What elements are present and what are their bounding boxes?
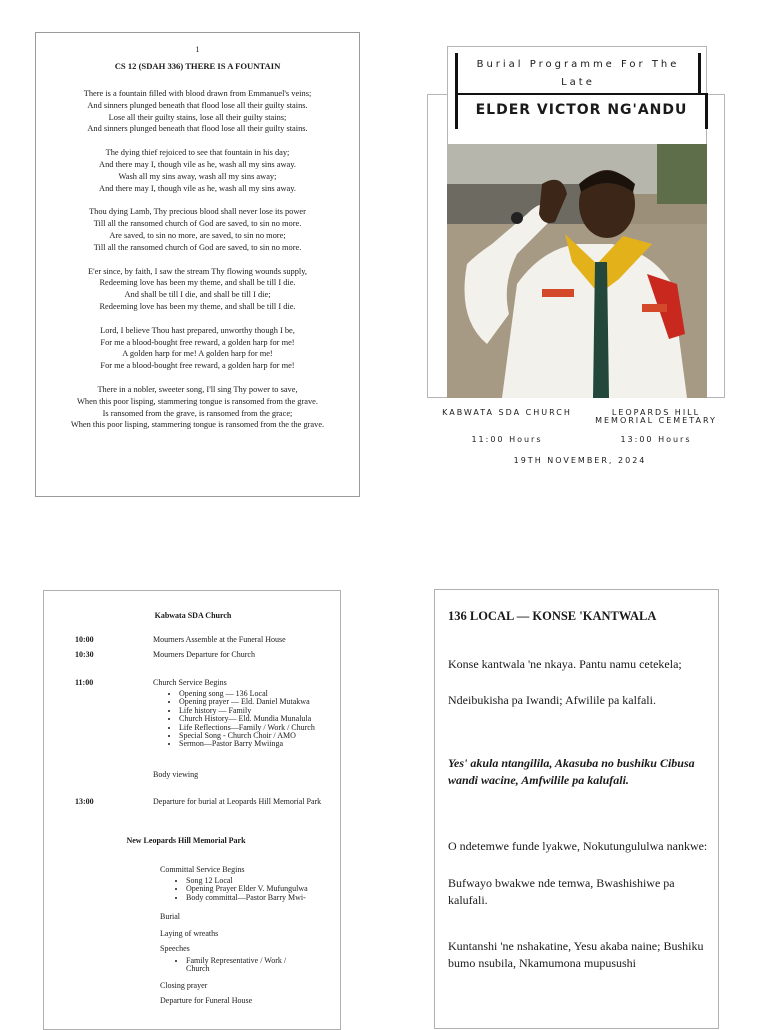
closing-prayer: Closing prayer: [160, 981, 208, 990]
verse-line: Redeeming love has been my theme, and shall be till I die.: [99, 301, 296, 311]
programme-item: Departure for burial at Leopards Hill Memorial Park: [153, 797, 322, 806]
hymn-verse: [36, 266, 359, 313]
hymn-verse: [36, 88, 359, 135]
venue2-time: 13:00 Hours: [620, 435, 692, 444]
verse-line: And shall be till I die, and shall be till I die;: [124, 290, 271, 300]
service-item: • Life history — Family: [179, 707, 333, 715]
burial: Burial: [160, 912, 180, 921]
verse-line: For me a blood-bought free reward, a golden harp for me!: [100, 337, 295, 347]
departure-home: Departure for Funeral House: [160, 996, 253, 1005]
time-10-30: 10:30: [75, 650, 94, 659]
programme-item: Mourners Assemble at the Funeral House: [153, 635, 286, 644]
venue2-label-line1: LEOPARDS HILL: [611, 408, 701, 417]
service-item: • Church History— Eld. Mundia Munalula: [179, 715, 333, 723]
verse-line: Redeeming love has been my theme, and shall be till I die.: [99, 278, 296, 288]
service-item: • Special Song - Church Choir / AMO: [179, 732, 333, 740]
speeches-item: • Family Representative / Work / Church: [186, 957, 300, 974]
verse-line: Till all the ransomed church of God are saved, to sin no more.: [93, 242, 302, 252]
verse-line: When this poor lisping, stammering tongue is ransomed from the the grave.: [70, 420, 325, 430]
church-service-list: [153, 690, 333, 749]
body-viewing: Body viewing: [153, 770, 199, 779]
local-verse-line: O ndetemwe funde lyakwe, Nokutungululwa nankwe:: [448, 839, 708, 853]
local-verse-line: Konse kantwala 'ne nkaya. Pantu namu cetekela;: [448, 657, 682, 671]
speeches-list: [160, 957, 300, 974]
verse-line: Till all the ransomed church of God are saved, to sin no more.: [93, 219, 302, 229]
committal-list: [160, 877, 340, 902]
verse-line: Thou dying Lamb, Thy precious blood shall never lose its power: [89, 207, 306, 217]
verse-line: The dying thief rejoiced to see that fountain in his day;: [105, 148, 290, 158]
time-11-00: 11:00: [75, 678, 94, 687]
church-section-title: Kabwata SDA Church: [154, 611, 232, 620]
service-item: • Sermon—Pastor Barry Mwiinga: [179, 740, 333, 748]
verse-line: And sinners plunged beneath that flood lose all their guilty stains.: [87, 124, 308, 134]
cover-heading: Burial Programme For The Late: [455, 53, 701, 95]
portrait-photo: [447, 144, 707, 398]
cover-title-box: [447, 46, 707, 144]
hymn-title: CS 12 (SDAH 336) THERE IS A FOUNTAIN: [114, 61, 281, 71]
verse-line: Lose all their guilty stains, lose all their guilty stains;: [108, 112, 287, 122]
committal-title: Committal Service Begins: [160, 865, 245, 874]
verse-line: E'er since, by faith, I saw the stream Thy flowing wounds supply,: [88, 266, 307, 276]
park-section-title: New Leopards Hill Memorial Park: [126, 836, 246, 845]
hymn-verse: [36, 384, 359, 431]
committal-item: • Opening Prayer Elder V. Mufungulwa: [186, 885, 340, 893]
hymn-verse: [36, 147, 359, 194]
service-item: • Opening prayer — Eld. Daniel Mutakwa: [179, 698, 333, 706]
time-10-00: 10:00: [75, 635, 94, 644]
local-hymn-title: 136 LOCAL — KONSE 'KANTWALA: [448, 609, 657, 623]
hymn-page: [35, 32, 360, 497]
committal-item: • Body committal—Pastor Barry Mwi-: [186, 894, 340, 902]
verse-line: Wash all my sins away, wash all my sins away;: [118, 171, 277, 181]
service-item: • Opening song — 136 Local: [179, 690, 333, 698]
hymn-verse: [36, 325, 359, 372]
verse-line: And there may I, though vile as he, wash all my sins away.: [99, 183, 296, 193]
verse-line: Lord, I believe Thou hast prepared, unworthy though I be,: [100, 325, 295, 335]
venue1-label: KABWATA SDA CHURCH: [442, 408, 572, 417]
local-verse-line: Bufwayo bwakwe nde temwa, Bwashishiwe pa kalufali.: [448, 876, 675, 907]
programme-page: [43, 590, 341, 1030]
service-item: • Life Reflections—Family / Work / Church: [179, 724, 333, 732]
hymn-verse: [36, 206, 359, 253]
verse-line: And sinners plunged beneath that flood lose all their guilty stains.: [87, 100, 308, 110]
verse-line: Are saved, to sin no more, are saved, to sin no more;: [109, 230, 286, 240]
page-number: 1: [195, 45, 200, 54]
time-13-00: 13:00: [75, 797, 94, 806]
verse-line: And there may I, though vile as he, wash all my sins away.: [99, 159, 296, 169]
hymn-verses: [36, 88, 359, 431]
local-verse-line: Kuntanshi 'ne nshakatine, Yesu akaba naine; Bushiku bumo nsubila, Nkamumona mupusushi: [448, 939, 704, 970]
programme-item: Church Service Begins: [153, 678, 227, 687]
speeches: Speeches: [160, 944, 190, 953]
local-verse-line: Ndeibukisha pa Iwandi; Afwilile pa kalfali.: [448, 693, 656, 707]
verse-line: There is a fountain filled with blood drawn from Emmanuel's veins;: [83, 89, 312, 98]
venue1-time: 11:00 Hours: [471, 435, 543, 444]
verse-line: A golden harp for me! A golden harp for me!: [122, 349, 273, 359]
laying-of-wreaths: Laying of wreaths: [160, 929, 219, 938]
local-chorus: Yes' akula ntangilila, Akasuba no bushiku Cibusa wandi wacine, Amfwilile pa kalufali.: [448, 756, 695, 787]
committal-item: • Song 12 Local: [186, 877, 340, 885]
service-date: 19TH NOVEMBER, 2024: [513, 456, 647, 465]
deceased-name: ELDER VICTOR NG'ANDU: [455, 93, 708, 129]
local-hymn-page: [434, 589, 719, 1029]
verse-line: For me a blood-bought free reward, a golden harp for me!: [100, 361, 295, 371]
venue2-label-line2: MEMORIAL CEMETARY: [595, 416, 717, 425]
programme-item: Mourners Departure for Church: [153, 650, 255, 659]
verse-line: There in a nobler, sweeter song, I'll sing Thy power to save,: [97, 384, 298, 394]
verse-line: Is ransomed from the grave, is ransomed from the grace;: [102, 408, 293, 418]
verse-line: When this poor lisping, stammering tongue is ransomed from the grave.: [77, 396, 318, 406]
